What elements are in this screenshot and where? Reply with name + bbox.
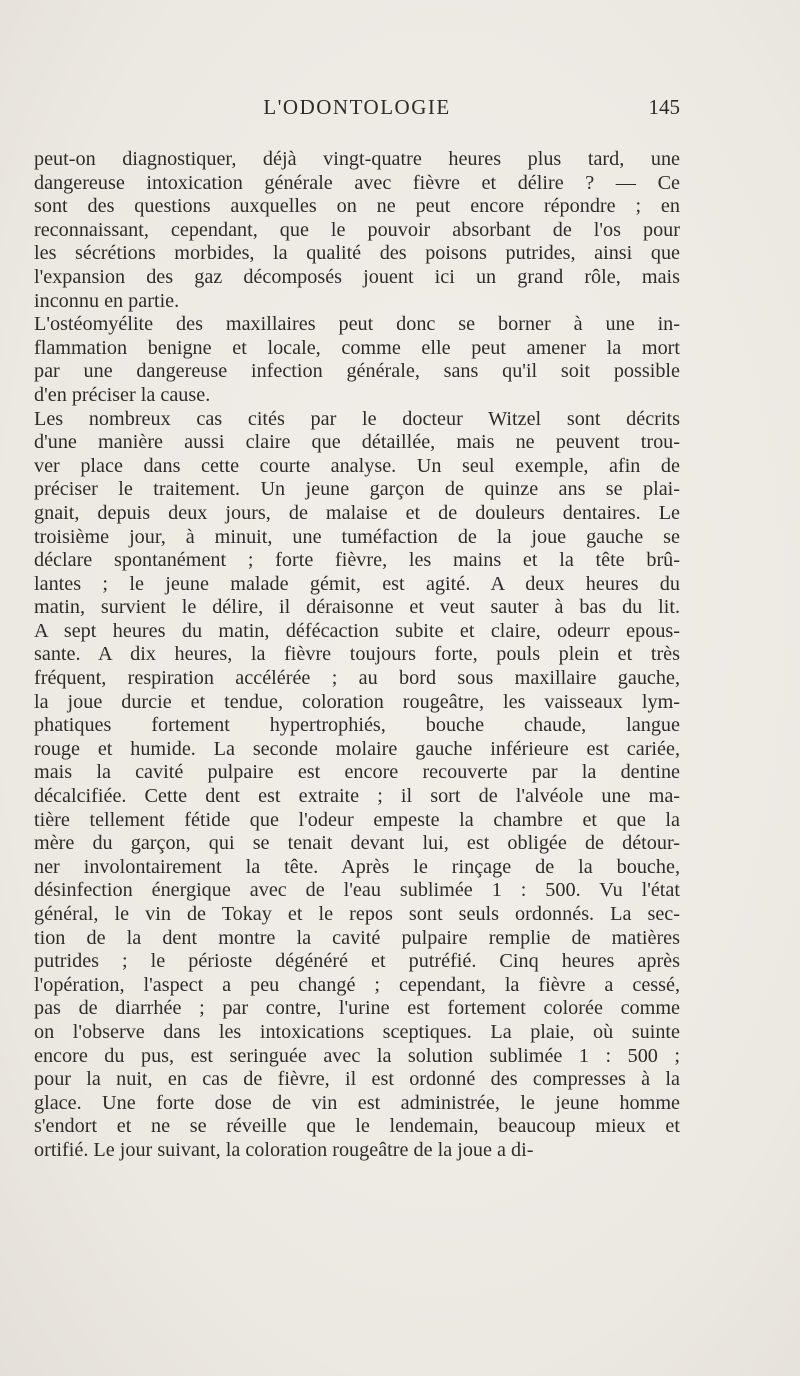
text-line: mais la cavité pulpaire est encore recouverte par la dentine [34, 761, 680, 784]
text-line: inconnu en partie. [34, 289, 180, 312]
text-line: sont des questions auxquelles on ne peut encore répondre ; en [34, 195, 680, 218]
text-line: par une dangereuse infection générale, sans qu'il soit possible [34, 360, 680, 383]
text-line: dangereuse intoxication générale avec fièvre et délire ? — Ce [34, 171, 680, 194]
text-line: Les nombreux cas cités par le docteur Witzel sont décrits [34, 407, 680, 430]
text-line: gnait, depuis deux jours, de malaise et de douleurs dentaires. Le [34, 501, 680, 524]
text-line: déclare spontanément ; forte fièvre, les mains et la tête brû- [34, 549, 680, 572]
page-number: 145 [648, 95, 680, 119]
text-line: ver place dans cette courte analyse. Un seul exemple, afin de [34, 454, 680, 477]
text-line: désinfection énergique avec de l'eau sublimée 1 : 500. Vu l'état [34, 879, 680, 902]
text-line: flammation benigne et locale, comme elle peut amener la mort [34, 336, 680, 359]
running-head [34, 92, 680, 122]
text-line: reconnaissant, cependant, que le pouvoir absorbant de l'os pour [34, 218, 680, 241]
text-line: sante. A dix heures, la fièvre toujours forte, pouls plein et très [34, 643, 680, 666]
running-title: L'ODONTOLOGIE [263, 95, 451, 119]
text-line: troisième jour, à minuit, une tuméfaction de la joue gauche se [34, 525, 680, 548]
text-line: ner involontairement la tête. Après le rinçage de la bouche, [34, 855, 680, 878]
text-line: d'en préciser la cause. [34, 383, 211, 406]
text-line: rouge et humide. La seconde molaire gauche inférieure est cariée, [34, 737, 680, 760]
text-line: on l'observe dans les intoxications sceptiques. La plaie, où suinte [34, 1020, 680, 1043]
text-line: la joue durcie et tendue, coloration rougeâtre, les vaisseaux lym- [34, 690, 680, 713]
text-line: d'une manière aussi claire que détaillée, mais ne peuvent trou- [34, 431, 680, 454]
text-line: phatiques fortement hypertrophiés, bouche chaude, langue [34, 714, 680, 737]
text-line: général, le vin de Tokay et le repos sont seuls ordonnés. La sec- [34, 903, 680, 925]
text-line: préciser le traitement. Un jeune garçon de quinze ans se plai- [34, 478, 680, 501]
text-line: mère du garçon, qui se tenait devant lui, est obligée de détour- [34, 832, 680, 855]
text-line: tière tellement fétide que l'odeur empeste la chambre et que la [34, 808, 680, 831]
text-line: peut-on diagnostiquer, déjà vingt-quatre heures plus tard, une [34, 148, 680, 170]
text-line: tion de la dent montre la cavité pulpaire remplie de matières [34, 926, 680, 949]
text-line: L'ostéomyélite des maxillaires peut donc se borner à une in- [34, 313, 680, 336]
body-text [34, 148, 680, 1163]
text-line: ortifié. Le jour suivant, la coloration rougeâtre de la joue a di- [34, 1138, 534, 1161]
text-line: s'endort et ne se réveille que le lendemain, beaucoup mieux et [34, 1115, 680, 1138]
text-line: lantes ; le jeune malade gémit, est agité. A deux heures du [34, 572, 680, 595]
text-line: pour la nuit, en cas de fièvre, il est ordonné des compresses à la [34, 1068, 680, 1091]
text-line: les sécrétions morbides, la qualité des poisons putrides, ainsi que [34, 242, 680, 265]
text-line: l'opération, l'aspect a peu changé ; cependant, la fièvre a cessé, [34, 973, 680, 996]
text-line: glace. Une forte dose de vin est administrée, le jeune homme [34, 1091, 680, 1114]
text-line: pas de diarrhée ; par contre, l'urine est fortement colorée comme [34, 997, 680, 1020]
text-line: encore du pus, est seringuée avec la solution sublimée 1 : 500 ; [34, 1044, 680, 1067]
text-line: l'expansion des gaz décomposés jouent ici un grand rôle, mais [34, 265, 680, 288]
text-line: putrides ; le périoste dégénéré et putréfié. Cinq heures après [34, 950, 680, 973]
text-line: décalcifiée. Cette dent est extraite ; il sort de l'alvéole une ma- [34, 785, 680, 808]
text-line: matin, survient le délire, il déraisonne et veut sauter à bas du lit. [34, 596, 680, 619]
text-line: A sept heures du matin, défécaction subite et claire, odeurr epous- [34, 619, 680, 642]
text-line: fréquent, respiration accélérée ; au bord sous maxillaire gauche, [34, 667, 680, 690]
